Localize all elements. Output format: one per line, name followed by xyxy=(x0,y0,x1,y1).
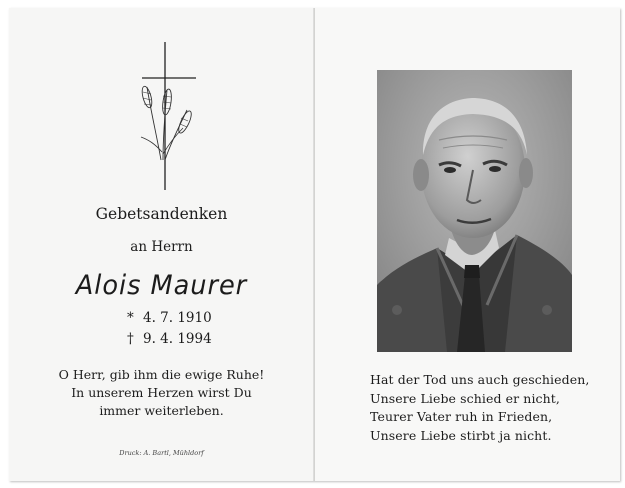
salutation: an Herrn xyxy=(130,239,193,255)
cross-with-wheat-icon xyxy=(127,42,199,202)
birth-line xyxy=(127,308,212,329)
prayer-line: O Herr, gib ihm die ewige Ruhe! xyxy=(58,367,265,382)
prayer xyxy=(9,366,314,420)
verse-line: Unsere Liebe stirbt ja nicht. xyxy=(370,427,552,443)
prayer-line: immer weiterleben. xyxy=(99,403,224,418)
right-panel xyxy=(315,8,620,481)
death-date: 9. 4. 1994 xyxy=(143,331,212,347)
prayer-line: In unserem Herzen wirst Du xyxy=(71,385,252,400)
life-dates xyxy=(127,308,212,350)
death-symbol: † xyxy=(127,331,134,347)
left-panel xyxy=(9,8,314,481)
birth-symbol: * xyxy=(127,310,134,326)
verse-line: Unsere Liebe schied er nicht, xyxy=(370,390,560,406)
heading: Gebetsandenken xyxy=(95,205,228,223)
portrait-photo xyxy=(377,70,572,352)
verse xyxy=(370,371,589,445)
memorial-card xyxy=(9,8,620,481)
birth-date: 4. 7. 1910 xyxy=(143,310,212,326)
verse-line: Hat der Tod uns auch geschieden, xyxy=(370,372,590,387)
death-line xyxy=(127,329,212,350)
deceased-name: Alois Maurer xyxy=(75,270,248,301)
portrait-image xyxy=(377,70,572,352)
verse-line: Teurer Vater ruh in Frieden, xyxy=(370,409,553,424)
printer-note: Druck: A. Bartl, Mühldorf xyxy=(119,449,204,457)
